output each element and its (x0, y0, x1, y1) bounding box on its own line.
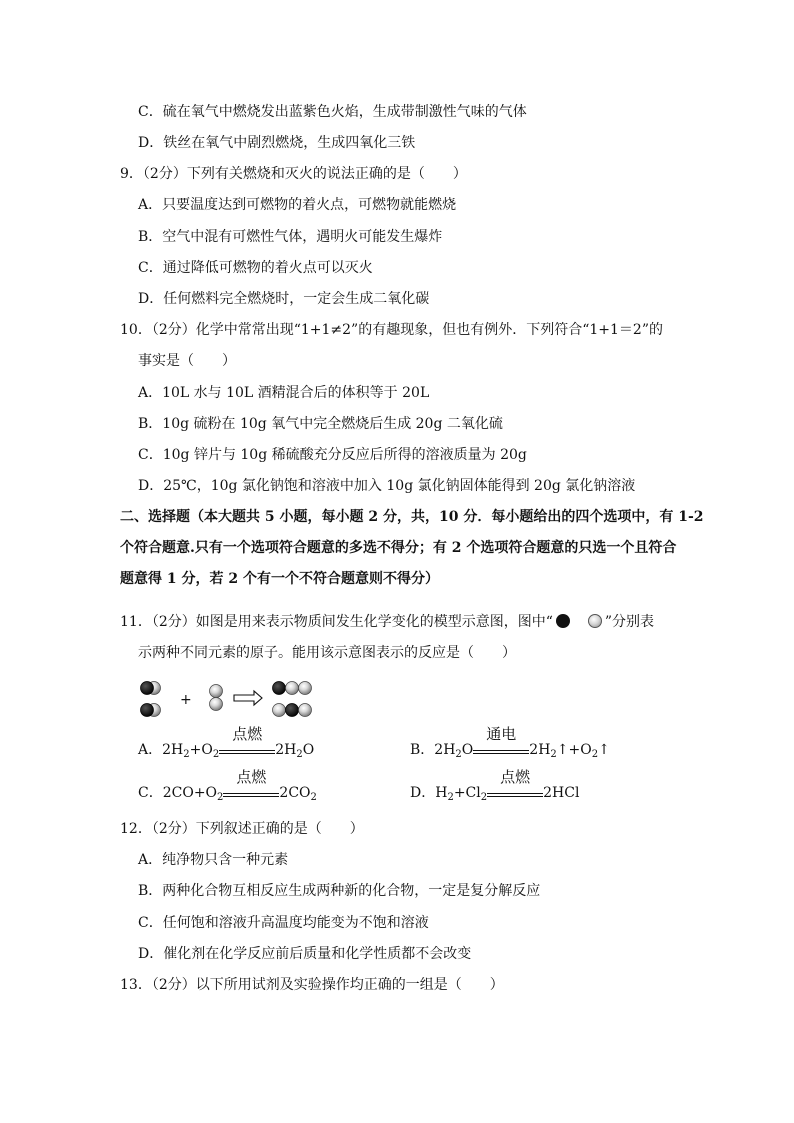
q10-stem-line1: 10．（2分）化学中常常出现“1+1≠2”的有趣现象，但也有例外．下列符合“1+1＝2”的 (120, 322, 663, 338)
q11-stem-line2: 示两种不同元素的原子。能用该示意图表示的反应是（ ） (138, 645, 516, 661)
electrolysis-condition-arrow: 通电 (473, 740, 529, 760)
q11-stem-line1 (120, 612, 654, 632)
reaction-arrow-icon (234, 691, 262, 705)
q9-option-d: D．任何燃料完全燃烧时，一定会生成二氧化碳 (138, 291, 430, 307)
q12-option-a: A．纯净物只含一种元素 (138, 852, 289, 868)
q9-stem: 9．（2分）下列有关燃烧和灭火的说法正确的是（ ） (120, 166, 467, 182)
q9-option-c: C．通过降低可燃物的着火点可以灭火 (138, 260, 373, 276)
q12-stem: 12．（2分）下列叙述正确的是（ ） (120, 821, 364, 837)
q10-option-c: C．10g 锌片与 10g 稀硫酸充分反应后所得的溶液质量为 20g (138, 447, 527, 463)
reaction-model-diagram (138, 678, 338, 722)
q11-option-a: A．$2H_2+O_2$ 点燃 $2H_2O$ (138, 725, 315, 760)
q10-option-b: B．10g 硫粉在 10g 氧气中完全燃烧后生成 20g 二氧化硫 (138, 416, 503, 432)
section2-heading-line1: 二、选择题（本大题共 5 小题，每小题 2 分，共，10 分．每小题给出的四个选项中，有 1-2 (120, 509, 704, 525)
plus-sign: + (180, 692, 192, 708)
q8-option-c: C．硫在氧气中燃烧发出蓝紫色火焰，生成带制激性气味的气体 (138, 104, 527, 120)
q10-option-a: A．10L 水与 10L 酒精混合后的体积等于 20L (138, 385, 430, 401)
ignite-condition-arrow: 点燃 (487, 783, 543, 803)
q11-option-c: C．$2CO+O_2$ 点燃 $2CO_2$ (138, 768, 317, 803)
q12-option-c: C．任何饱和溶液升高温度均能变为不饱和溶液 (138, 915, 429, 931)
q12-option-b: B．两种化合物互相反应生成两种新的化合物，一定是复分解反应 (138, 883, 541, 899)
reactant-molecule-2 (210, 685, 223, 711)
q9-option-b: B．空气中混有可燃性气体，遇明火可能发生爆炸 (138, 229, 443, 245)
section2-heading-line2: 个符合题意.只有一个选项符合题意的多选不得分；有 2 个选项符合题意的只选一个且符合 (120, 540, 677, 556)
light-atom-legend-icon (588, 614, 602, 628)
q13-stem: 13．（2分）以下所用试剂及实验操作均正确的一组是（ ） (120, 977, 504, 993)
q11-stem-text-a: 11．（2分）如图是用来表示物质间发生化学变化的模型示意图，图中“ (120, 614, 553, 630)
q11-stem-text-b: ”分别表 (604, 614, 655, 630)
product-molecule-2 (273, 704, 312, 717)
ignite-condition-arrow: 点燃 (219, 740, 275, 760)
section2-heading-line3: 题意得 1 分，若 2 个有一个不符合题意则不得分） (120, 571, 439, 587)
product-molecule-1 (273, 682, 312, 695)
reactant-molecule-1 (141, 682, 161, 717)
q10-option-d: D．25℃，10g 氯化钠饱和溶液中加入 10g 氯化钠固体能得到 20g 氯化钠溶液 (138, 478, 636, 494)
q11-option-b: B．$2H_2O$ 通电 $2H_2↑+O_2↑$ (410, 725, 610, 760)
q9-option-a: A．只要温度达到可燃物的着火点，可燃物就能燃烧 (138, 197, 457, 213)
ignite-condition-arrow: 点燃 (223, 783, 279, 803)
dark-atom-legend-icon (556, 614, 570, 628)
q12-option-d: D．催化剂在化学反应前后质量和化学性质都不会改变 (138, 946, 472, 962)
q11-option-d: D．$H_2+Cl_2$ 点燃 2HCl (410, 768, 580, 803)
q8-option-d: D．铁丝在氧气中剧烈燃烧，生成四氧化三铁 (138, 135, 416, 151)
q10-stem-line2: 事实是（ ） (138, 353, 236, 369)
